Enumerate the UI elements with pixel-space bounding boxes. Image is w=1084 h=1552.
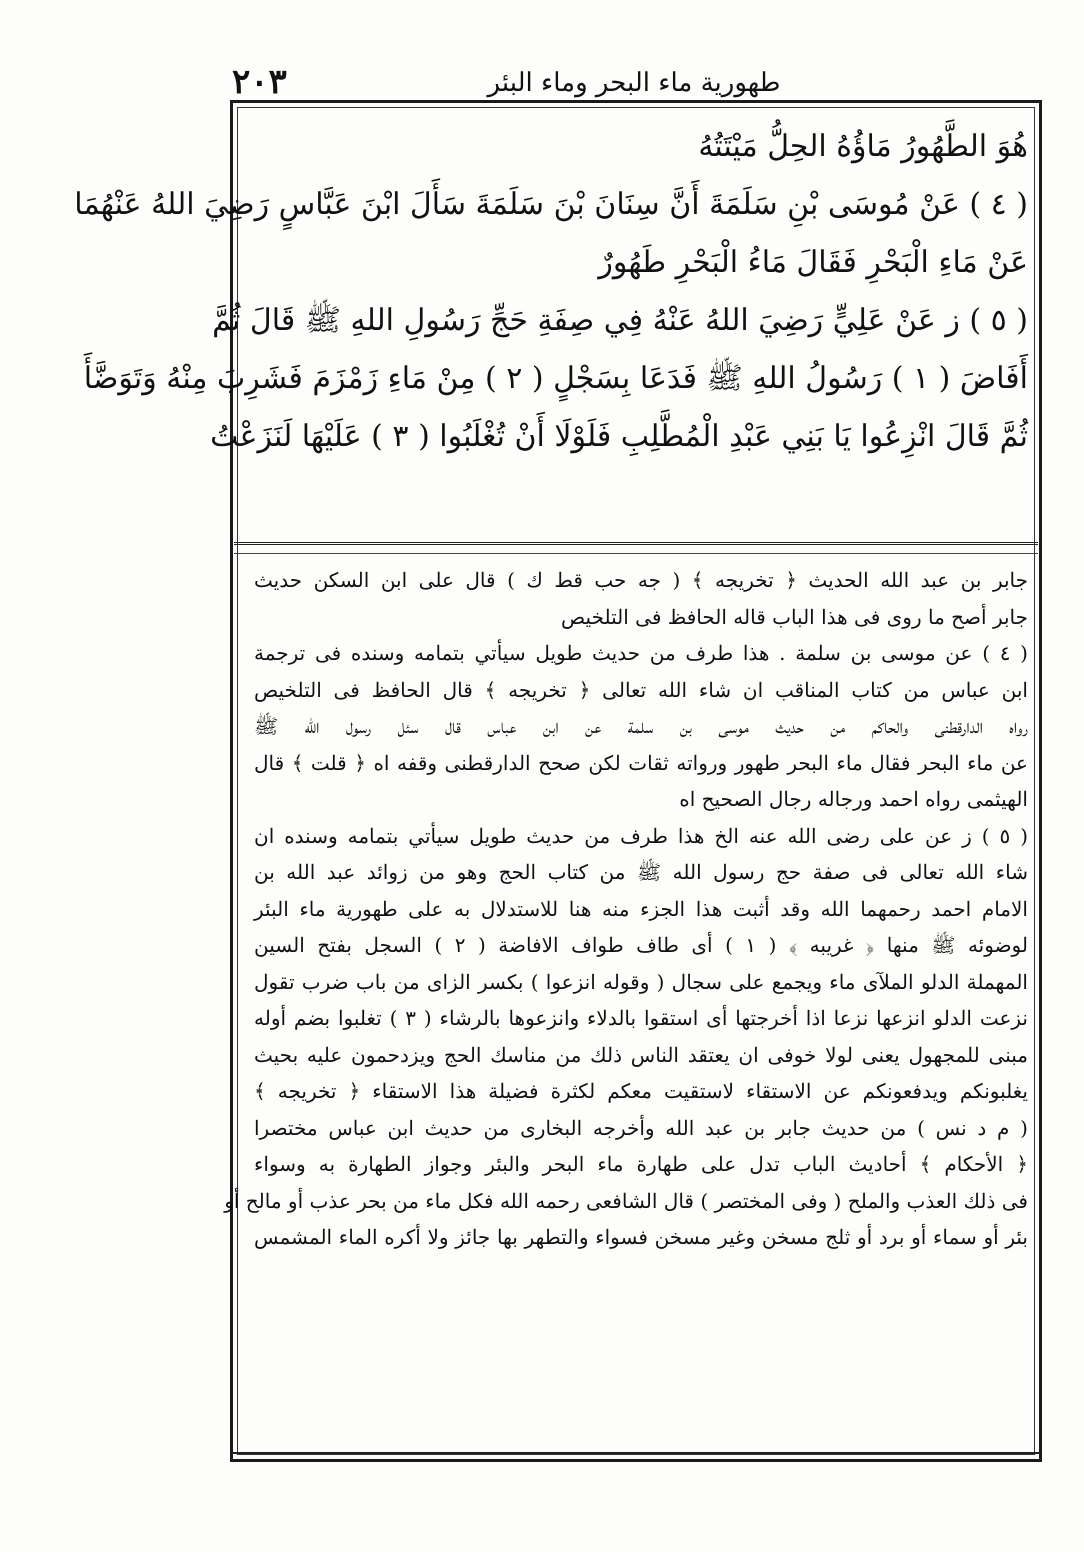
commentary-line: عن ماء البحر فقال ماء البحر طهور ورواته ثقات لكن صحح الدارقطنى وقفه اه ﴿ قلت ﴾ قال [254, 750, 1028, 775]
commentary-line: ( م د نس ) من حديث جابر بن عبد الله وأخرجه البخارى من حديث ابن عباس مختصرا [254, 1115, 1028, 1140]
commentary-line: الهيثمى رواه احمد ورجاله رجال الصحيح اه [679, 787, 1028, 811]
running-title: طهورية ماء البحر وماء البئر [487, 68, 781, 98]
page-number: ٢٠٣ [232, 62, 287, 102]
commentary-line: بئر أو سماء أو برد أو ثلج مسخن وغير مسخن فسواء والتطهر بها جائز ولا أكره الماء المشمس [254, 1225, 1028, 1249]
commentary-line: نزعت الدلو انزعها نزعا اذا أخرجتها أى استقوا بالدلاء وانزعوها بالرشاء ( ٣ ) تغلبوا بضم أوله [254, 1006, 1028, 1030]
commentary-line: جابر أصح ما روى فى هذا الباب قاله الحافظ فى التلخيص [561, 604, 1028, 629]
hadith-line: هُوَ الطَّهُورُ مَاؤُهُ الحِلُّ مَيْتَتُهُ [698, 129, 1028, 164]
commentary-line: الامام احمد رحمهما الله وقد أثبت هذا الجزء منه هنا للاستدلال به على طهورية ماء البئر [254, 896, 1028, 921]
commentary-line: المهملة الدلو الملآى ماء ويجمع على سجال ( وقوله انزعوا ) بكسر الزاى من باب ضرب تقول [254, 969, 1028, 994]
commentary-line: ﴿ الأحكام ﴾ أحاديث الباب تدل على طهارة ماء البحر والبئر وجواز الطهارة به وسواء [254, 1152, 1028, 1176]
hadith-line: أَفَاضَ ( ١ ) رَسُولُ اللهِ ﷺ فَدَعَا بِسَجْلٍ ( ٢ ) مِنْ مَاءِ زَمْزَمَ فَشَرِبَ مِنْهُ وَتَوَضَّأَ [83, 361, 1028, 396]
commentary-line: ابن عباس من كتاب المناقب ان شاء الله تعالى ﴿ تخريجه ﴾ قال الحافظ فى التلخيص [254, 677, 1028, 702]
commentary-line: رواه الدارقطنى والحاكم من حديث موسى بن سلمة عن ابن عباس قال سئل رسول الله ﷺ [254, 714, 1028, 738]
commentary-line: جابر بن عبد الله الحديث ﴿ تخريجه ﴾ ( جه حب قط ك ) قال على ابن السكن حديث [254, 568, 1028, 592]
commentary-line: يغلبونكم ويدفعونكم عن الاستقاء لاستقيت معكم لكثرة فضيلة هذا الاستقاء ﴿ تخريجه ﴾ [254, 1079, 1028, 1103]
hadith-text-block [74, 118, 1028, 466]
hadith-line: عَنْ مَاءِ الْبَحْرِ فَقَالَ مَاءُ الْبَحْرِ طَهُورٌ [598, 245, 1028, 280]
hadith-line: ( ٤ ) عَنْ مُوسَى بْنِ سَلَمَةَ أَنَّ سِنَانَ بْنَ سَلَمَةَ سَأَلَ ابْنَ عَبَّاسٍ رَضِيَ اللهُ عَنْهُمَا [74, 187, 1028, 222]
commentary-line: مبنى للمجهول يعنى لولا خوفى ان يعتقد الناس ذلك من مناسك الحج ويزدحمون عليه بحيث [254, 1042, 1028, 1067]
commentary-line: فى ذلك العذب والملح ( وفى المختصر ) قال الشافعى رحمه الله فكل ماء من بحر عذب أو مالح أو [224, 1188, 1028, 1213]
commentary-line: ( ٥ ) ز عن على رضى الله عنه الخ هذا طرف من حديث طويل سيأتي بتمامه وسنده ان [254, 823, 1028, 848]
commentary-line: شاء الله تعالى فى صفة حج رسول الله ﷺ من كتاب الحج وهو من زوائد عبد الله بن [254, 860, 1028, 884]
commentary-line: لوضوئه ﷺ منها ﴿ غريبه ﴾ ( ١ ) أى طاف طواف الافاضة ( ٢ ) السجل بفتح السين [254, 933, 1028, 957]
hadith-line: ثُمَّ قَالَ انْزِعُوا يَا بَنِي عَبْدِ الْمُطَّلِبِ فَلَوْلَا أَنْ تُغْلَبُوا ( ٣ ) عَلَيْهَا لَنَزَعْتُ [210, 419, 1028, 454]
commentary-line: ( ٤ ) عن موسى بن سلمة . هذا طرف من حديث طويل سيأتي بتمامه وسنده فى ترجمة [254, 641, 1028, 665]
commentary-block [224, 562, 1028, 1256]
hadith-line: ( ٥ ) ز عَنْ عَلِيٍّ رَضِيَ اللهُ عَنْهُ فِي صِفَةِ حَجِّ رَسُولِ اللهِ ﷺ قَالَ ثُمَّ [212, 303, 1028, 338]
section-divider [234, 542, 1038, 554]
page-header [232, 62, 1036, 102]
bottom-rule [232, 1452, 1040, 1454]
